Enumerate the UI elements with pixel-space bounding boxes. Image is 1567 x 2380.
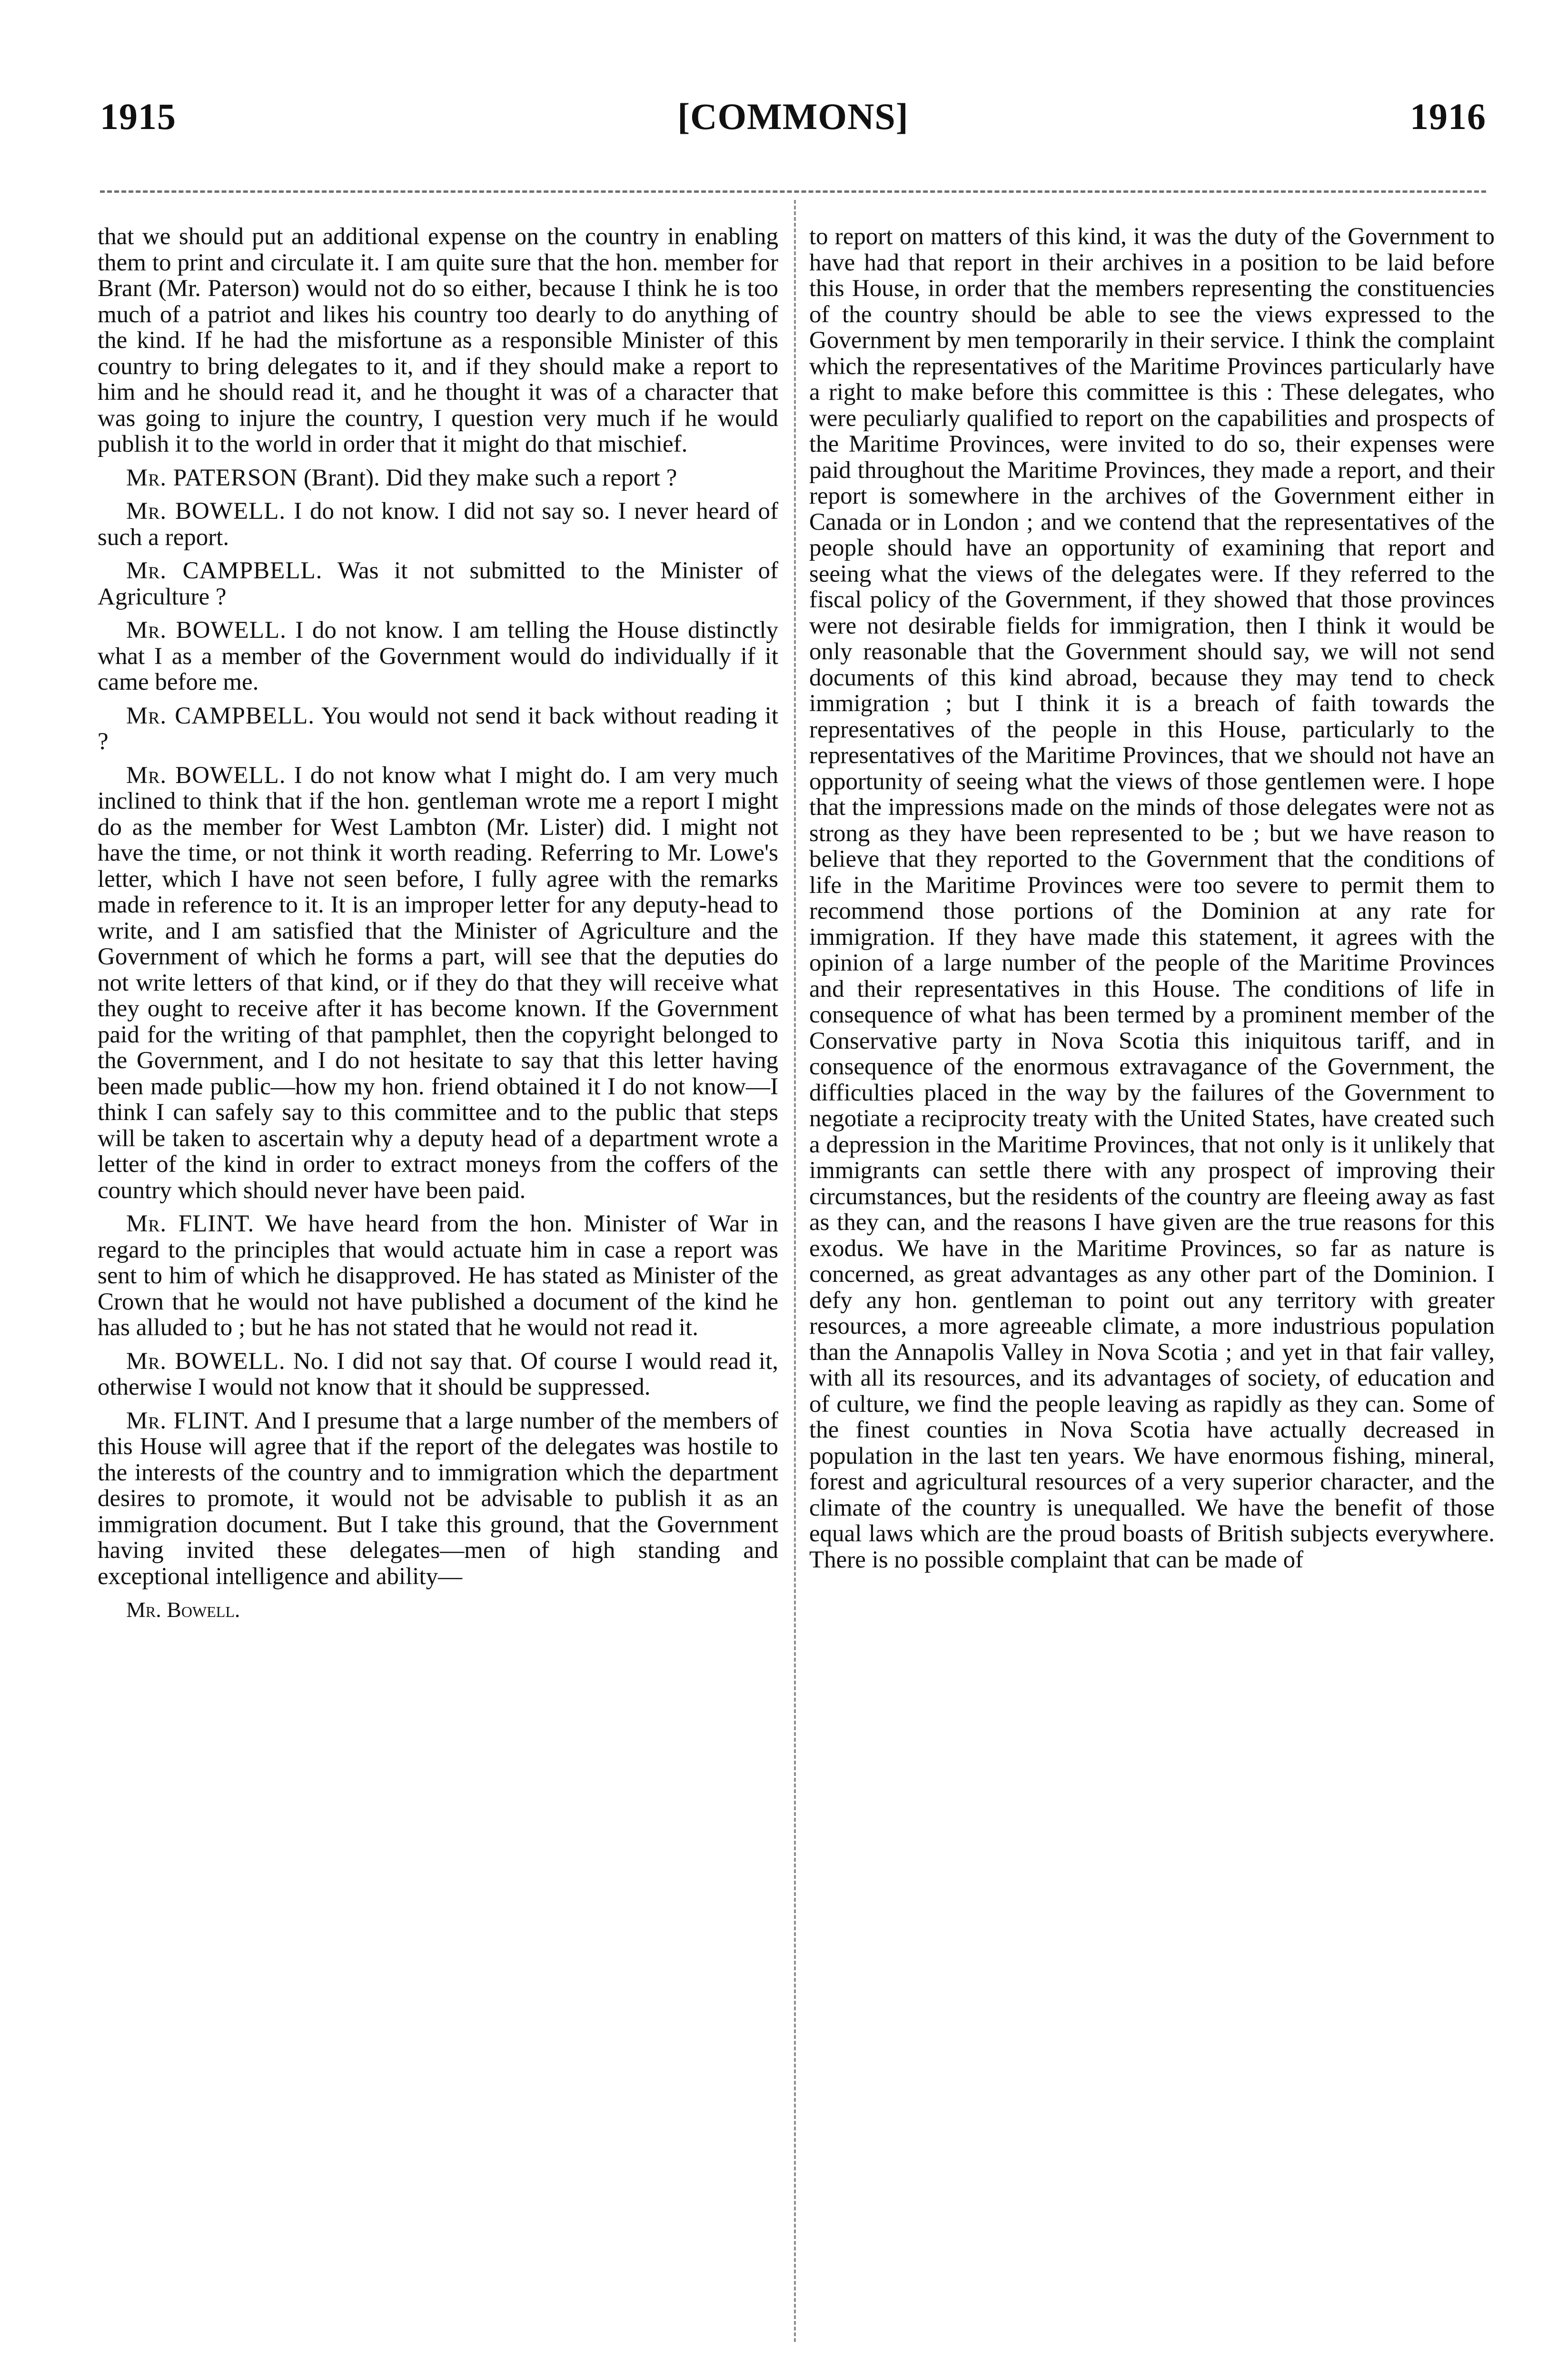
paragraph-text: (Brant). Did they make such a report ? — [298, 464, 677, 491]
paragraph — [98, 1349, 778, 1400]
paragraph-text: You would not send it back without reading it ? — [98, 702, 778, 755]
speaker-name: Mr. FLINT. — [126, 1407, 249, 1434]
paragraph-text: Was it not submitted to the Minister of Agriculture ? — [98, 557, 778, 610]
paragraph — [98, 703, 778, 755]
paragraph — [98, 617, 778, 695]
paragraph-text: that we should put an additional expense on the country in enabling them to print and circulate it. I am quite sure that the hon. member for Brant (Mr. Paterson) would not do so either, because I think he is too much of a patriot and likes his country too dearly to do anything of the kind. If he had the misfortune as a responsible Minister of this country to bring delegates to it, and if they should make a report to him and he should read it, and he thought it was of a character that was going to injure the country, I question very much if he would publish it to the world in order that it might do that mischief. — [98, 223, 778, 457]
paragraph-text: And I presume that a large number of the members of this House will agree that if the report of the delegates was hostile to the interests of the country and to immigration which the department desires to promote, it would not be advisable to publish it as an immigration document. But I take this ground, that the Government having invited these delegates—men of high standing and exceptional intelligence and ability— — [98, 1407, 778, 1590]
speaker-name: Mr. FLINT. — [126, 1210, 255, 1237]
header-rule — [100, 190, 1486, 193]
speaker-name: Mr. BOWELL. — [126, 1348, 286, 1375]
speaker-name: Mr. BOWELL. — [126, 617, 287, 644]
page-number-right: 1916 — [1410, 96, 1486, 137]
paragraph — [98, 498, 778, 550]
running-title: [COMMONS] — [677, 96, 909, 137]
paragraph-text: We have heard from the hon. Minister of War in regard to the principles that would actuate him in case a report was sent to him of which he disapproved. He has stated as Minister of the Crown that he would not have published a document of the kind he has alluded to ; but he has not stated that he would not read it. — [98, 1210, 778, 1341]
paragraph-text: I do not know. I did not say so. I never heard of such a report. — [98, 498, 778, 551]
speaker-name: Mr. BOWELL. — [126, 498, 286, 525]
paragraph-text: I do not know. I am telling the House distinctly what I as a member of the Government would do individually if it came before me. — [98, 617, 778, 695]
speaker-name: Mr. CAMPBELL. — [126, 557, 323, 584]
paragraph — [98, 465, 778, 491]
paragraph — [98, 558, 778, 610]
page-footer-speaker: Mr. Bowell. — [126, 1597, 240, 1622]
column-divider — [794, 200, 796, 2342]
right-column — [809, 224, 1495, 1580]
paragraph — [98, 1211, 778, 1341]
paragraph — [98, 224, 778, 457]
page-header — [100, 95, 1486, 152]
page-number-left: 1915 — [100, 96, 176, 137]
paragraph-text: to report on matters of this kind, it was the duty of the Government to have had that report in their archives in a position to be laid before this House, in order that the members representing the constituencies of the country should be able to see the views expressed to the Government by men temporarily in their service. I think the complaint which the representatives of the Maritime Provinces particularly have a right to make before this committee is this : These delegates, who were peculiarly qualified to report on the capabilities and prospects of the Maritime Provinces, were invited to do so, their expenses were paid throughout the Maritime Provinces, they made a report, and their report is somewhere in the archives of the Government either in Canada or in London ; and we contend that the representatives of the people should have an opportunity of examining that report and seeing what the views of the delegates were. If they referred to the fiscal policy of the Government, if they showed that those provinces were not desirable fields for immigration, then I think it would be only reasonable that the Government should say, we will not send documents of this kind abroad, because they may tend to check immigration ; but I think it is a breach of faith towards the representatives of the people in this House, particularly to the representatives of the Maritime Provinces, that we should not have an opportunity of seeing what the views of those gentlemen were. I hope that the impressions made on the minds of those delegates were not as strong as they have been represented to be ; but we have reason to believe that they reported to the Government that the conditions of life in the Maritime Provinces were too severe to permit them to recommend those portions of the Dominion at any rate for immigration. If they have made this statement, it agrees with the opinion of a large number of the people of the Maritime Provinces and their representatives in this House. The conditions of life in consequence of what has been termed by a prominent member of the Conservative party in Nova Scotia this iniquitous tariff, and in consequence of the enormous extravagance of the Government, the difficulties placed in the way by the failures of the Government to negotiate a reciprocity treaty with the United States, have created such a depression in the Maritime Provinces, that not only is it unlikely that immigrants can settle there with any prospect of improving their circumstances, but the residents of the country are fleeing away as fast as they can, and the reasons I have given are the true reasons for this exodus. We have in the Maritime Provinces, so far as nature is concerned, as great advantages as any other part of the Dominion. I defy any hon. gentleman to point out any territory with greater resources, a more agreeable climate, a more industrious population than the Annapolis Valley in Nova Scotia ; and yet in that fair valley, with all its resources, and its advantages of society, of education and of culture, we find the people leaving as rapidly as they can. Some of the finest counties in Nova Scotia have actually decreased in population in the last ten years. We have enormous fishing, mineral, forest and agricultural resources of a very superior character, and the climate of the country is unequalled. We have the benefit of those equal laws which are the proud boasts of British subjects everywhere. There is no possible complaint that can be made of — [809, 223, 1495, 1573]
paragraph — [98, 763, 778, 1204]
speaker-name: Mr. BOWELL. — [126, 762, 286, 789]
paragraph-text: I do not know what I might do. I am very much inclined to think that if the hon. gentleman wrote me a report I might do as the member for West Lambton (Mr. Lister) did. I might not have the time, or not think it worth reading. Referring to Mr. Lowe's letter, which I have not seen before, I fully agree with the remarks made in reference to it. It is an improper letter for any deputy-head to write, and I am satisfied that the Minister of Agriculture and the Government of which he forms a part, will see that the deputies do not write letters of that kind, or if they do that they will receive what they ought to receive after it has become known. If the Government paid for the writing of that pamphlet, then the copyright belonged to the Government, and I do not hesitate to say that this letter having been made public—how my hon. friend obtained it I do not know—I think I can safely say to this committee and to the public that steps will be taken to ascertain why a deputy head of a department wrote a letter of the kind in order to extract moneys from the coffers of the country which should never have been paid. — [98, 762, 778, 1204]
paragraph — [98, 1408, 778, 1590]
speaker-name: Mr. PATERSON — [126, 464, 298, 491]
paragraph — [809, 224, 1495, 1573]
paragraph-text: No. I did not say that. Of course I would read it, otherwise I would not know that it should be suppressed. — [98, 1348, 778, 1400]
left-column — [98, 224, 778, 1623]
speaker-name: Mr. CAMPBELL. — [126, 702, 315, 729]
